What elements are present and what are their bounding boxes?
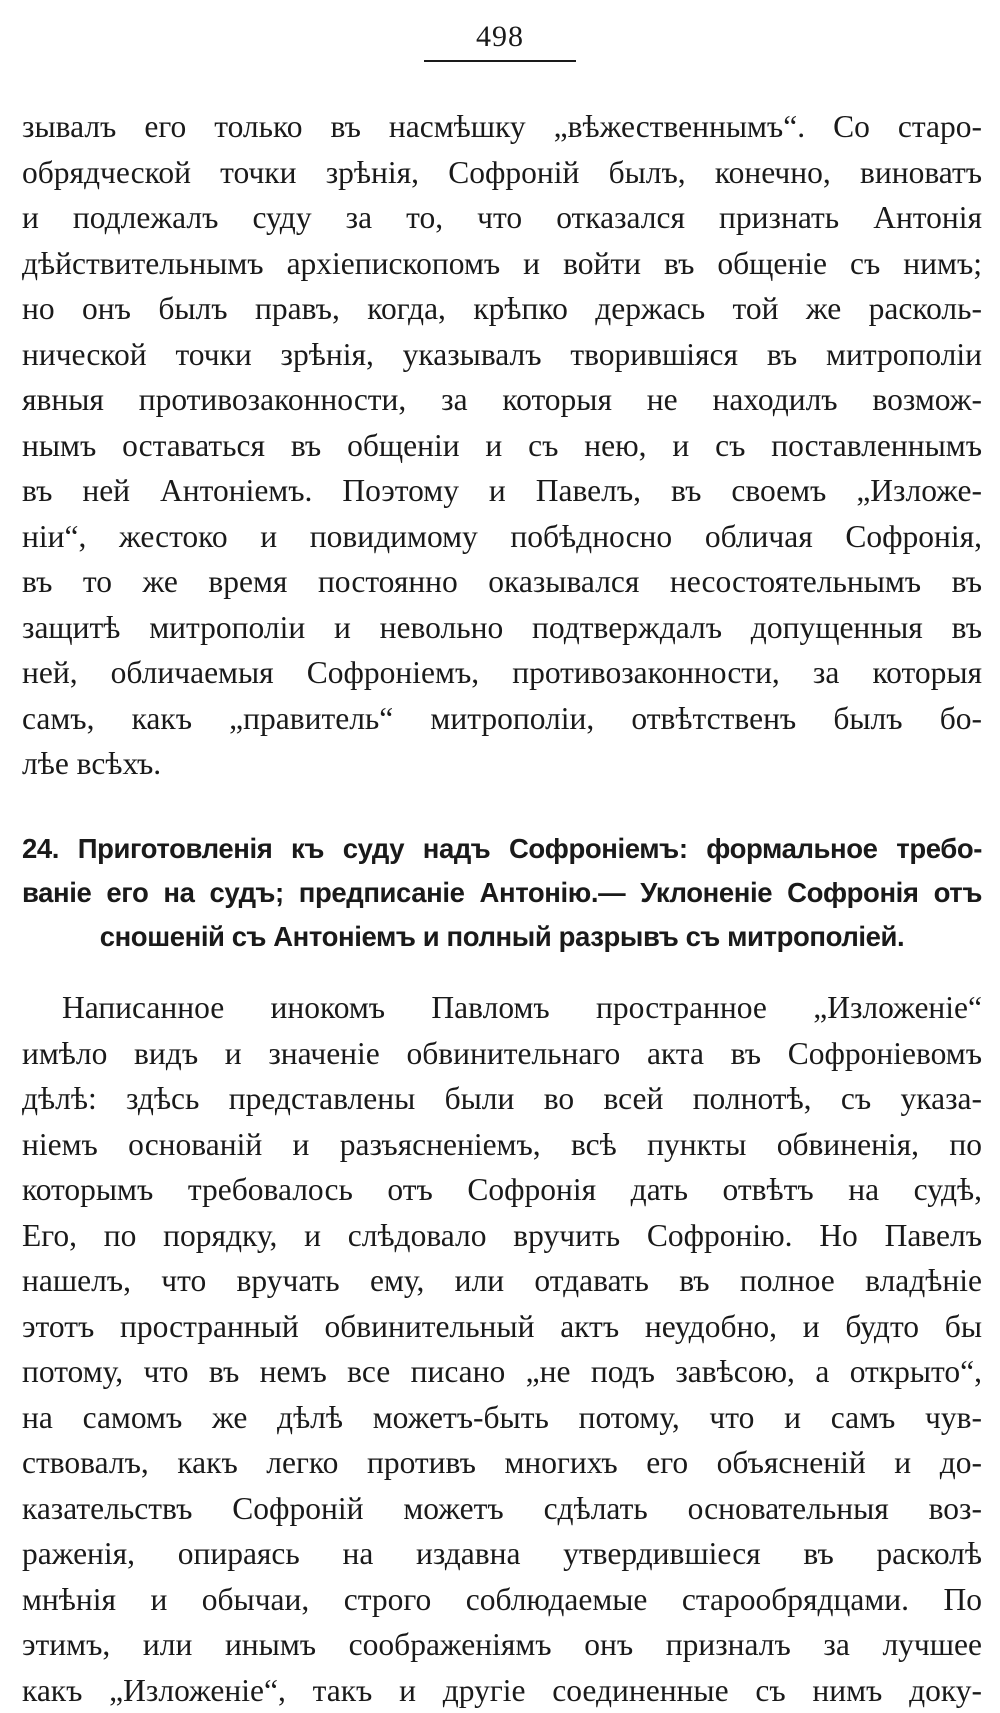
paragraph-line: обрядческой точки зрѣнія, Софроній былъ, конечно, виноватъ xyxy=(22,150,982,196)
page-header xyxy=(0,18,1000,62)
paragraph-line: нашелъ, что вручать ему, или отдавать въ полное владѣніе xyxy=(22,1258,982,1304)
heading-line: ваніе его на судъ; предписаніе Антонію.— Уклоненіе Софронія отъ xyxy=(22,871,982,915)
section-heading xyxy=(22,827,982,959)
paragraph-line: въ ней Антоніемъ. Поэтому и Павелъ, въ своемъ „Изложе- xyxy=(22,468,982,514)
paragraph-line: нымъ оставаться въ общеніи и съ нею, и съ поставленнымъ xyxy=(22,423,982,469)
paragraph-line: и подлежалъ суду за то, что отказался признать Антонія xyxy=(22,195,982,241)
paragraph-line: которымъ требовалось отъ Софронія дать отвѣтъ на судѣ, xyxy=(22,1167,982,1213)
paragraph-line: нической точки зрѣнія, указывалъ творившіяся въ митрополіи xyxy=(22,332,982,378)
paragraph-line: самъ, какъ „правитель“ митрополіи, отвѣтственъ былъ бо- xyxy=(22,696,982,742)
paragraph-line: Написанное инокомъ Павломъ пространное „Изложеніе“ xyxy=(22,985,982,1031)
paragraph-line: дѣлѣ: здѣсь представлены были во всей полнотѣ, съ указа- xyxy=(22,1076,982,1122)
paragraph-section-start xyxy=(22,985,982,1713)
paragraph-line: но онъ былъ правъ, когда, крѣпко держась той же расколь- xyxy=(22,286,982,332)
page-number: 498 xyxy=(424,18,576,62)
paragraph-line: лѣе всѣхъ. xyxy=(22,741,982,787)
paragraph-line: имѣло видъ и значеніе обвинительнаго акта въ Софроніевомъ xyxy=(22,1031,982,1077)
paragraph-line: казательствъ Софроній можетъ сдѣлать основательныя воз- xyxy=(22,1486,982,1532)
paragraph-line: ствовалъ, какъ легко противъ многихъ его объясненій и до- xyxy=(22,1440,982,1486)
paragraph-line: защитѣ митрополіи и невольно подтверждалъ допущенныя въ xyxy=(22,605,982,651)
heading-line: сношеній съ Антоніемъ и полный разрывъ съ митрополіей. xyxy=(22,915,982,959)
paragraph-line: потому, что въ немъ все писано „не подъ завѣсою, а открыто“, xyxy=(22,1349,982,1395)
heading-line: 24. Приготовленія къ суду надъ Софроніемъ: формальное требо- xyxy=(22,827,982,871)
paragraph-line: этотъ пространный обвинительный актъ неудобно, и будто бы xyxy=(22,1304,982,1350)
paragraph-line: раженія, опираясь на издавна утвердившіеся въ расколѣ xyxy=(22,1531,982,1577)
paragraph-line: мнѣнія и обычаи, строго соблюдаемые старообрядцами. По xyxy=(22,1577,982,1623)
paragraph-continued xyxy=(22,104,982,787)
paragraph-line: какъ „Изложеніе“, такъ и другіе соединенные съ нимъ доку- xyxy=(22,1668,982,1713)
paragraph-line: ней, обличаемыя Софроніемъ, противозаконности, за которыя xyxy=(22,650,982,696)
paragraph-line: ніи“, жестоко и повидимому побѣдносно обличая Софронія, xyxy=(22,514,982,560)
paragraph-line: зывалъ его только въ насмѣшку „вѣжественнымъ“. Со старо- xyxy=(22,104,982,150)
paragraph-line: этимъ, или инымъ соображеніямъ онъ призналъ за лучшее xyxy=(22,1622,982,1668)
paragraph-line: явныя противозаконности, за которыя не находилъ возмож- xyxy=(22,377,982,423)
paragraph-line: въ то же время постоянно оказывался несостоятельнымъ въ xyxy=(22,559,982,605)
paragraph-line: дѣйствительнымъ архіепископомъ и войти въ общеніе съ нимъ; xyxy=(22,241,982,287)
paragraph-line: Его, по порядку, и слѣдовало вручить Софронію. Но Павелъ xyxy=(22,1213,982,1259)
paragraph-line: на самомъ же дѣлѣ можетъ-быть потому, что и самъ чув- xyxy=(22,1395,982,1441)
paragraph-line: ніемъ основаній и разъясненіемъ, всѣ пункты обвиненія, по xyxy=(22,1122,982,1168)
